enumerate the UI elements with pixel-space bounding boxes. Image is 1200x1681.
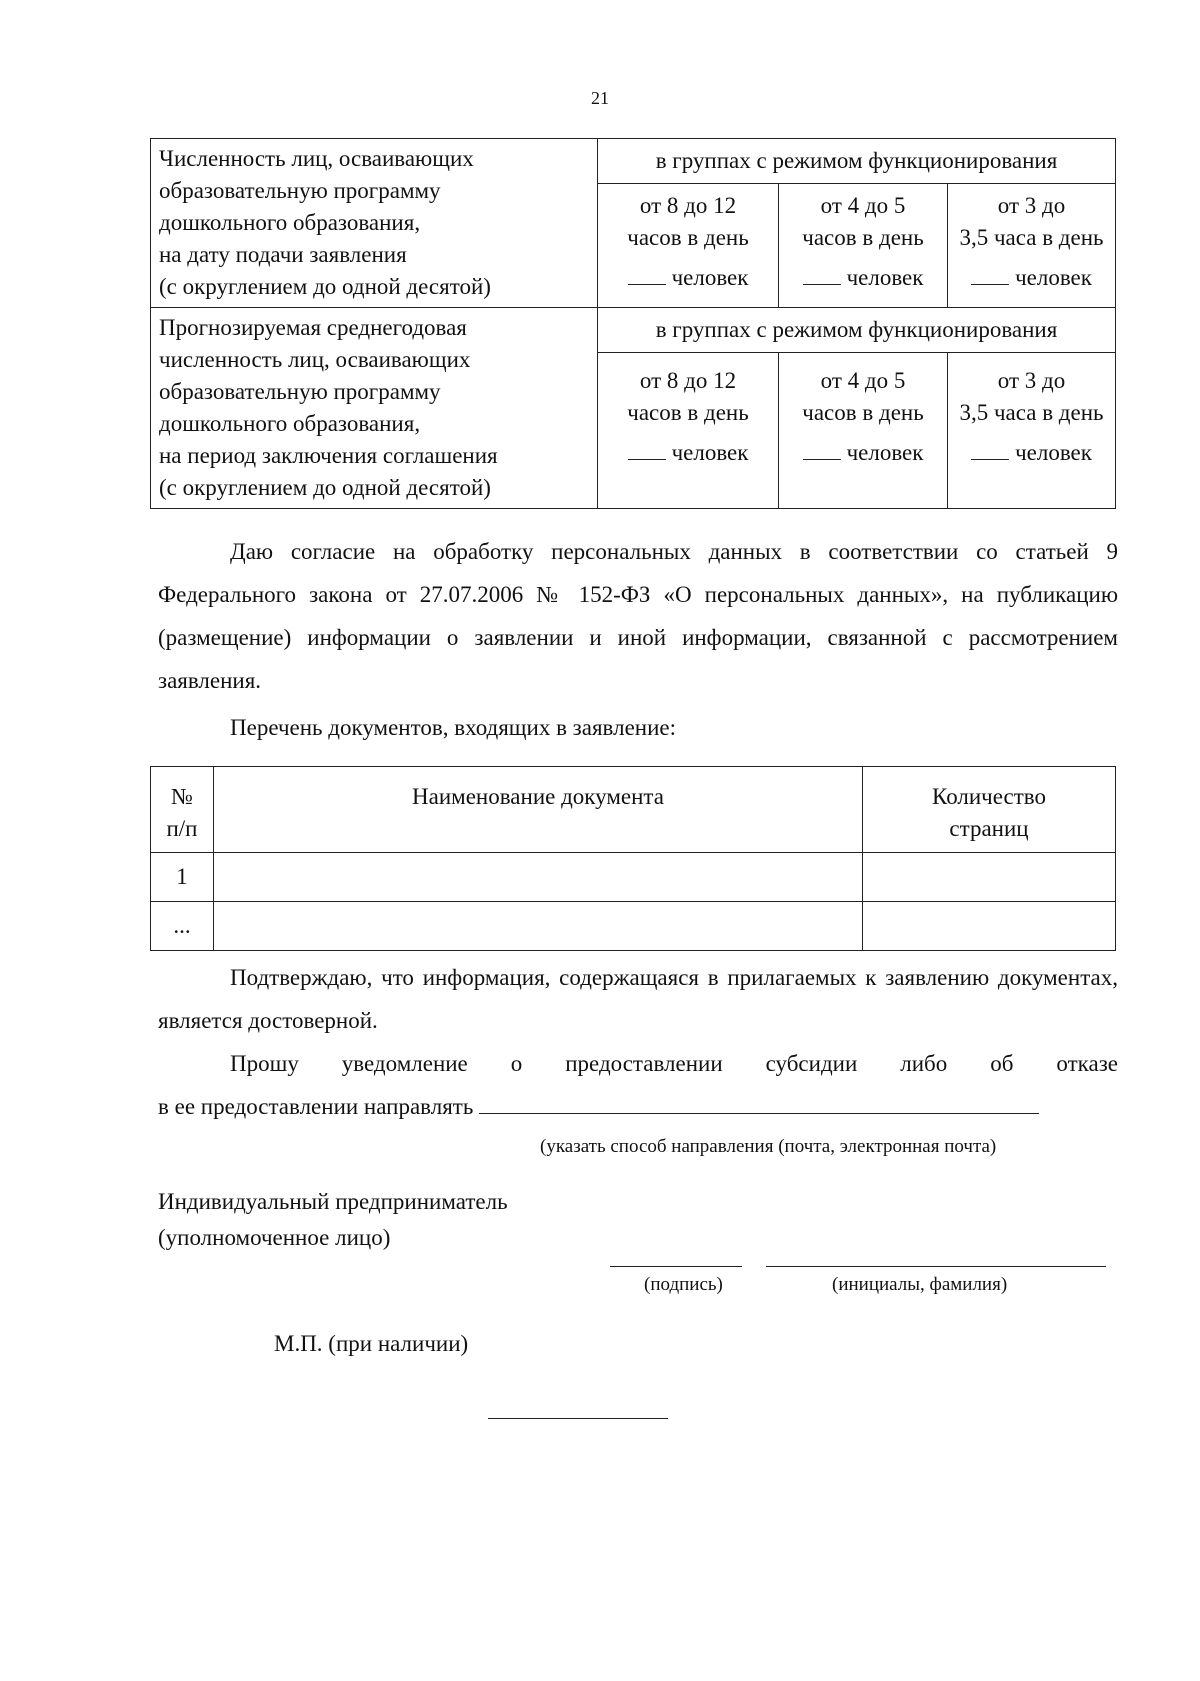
table-row: [151, 853, 1116, 902]
seal-text: М.П. (при наличии): [274, 1331, 469, 1356]
row2-group-header: в группах с режимом функционирования: [598, 308, 1116, 353]
confirm-paragraph: Подтверждаю, что информация, содержащаяся в прилагаемых к заявлению документах, является достоверной.: [158, 965, 1118, 1033]
row1-cell-3-3-5: от 3 до 3,5 часа в день человек: [948, 184, 1116, 308]
notify-caption: (указать способ направления (почта, электронная почта): [540, 1136, 997, 1157]
page-number: 21: [591, 88, 609, 108]
count-blank[interactable]: [803, 439, 841, 460]
count-blank[interactable]: [628, 439, 666, 460]
row1-group-header: в группах с режимом функционирования: [598, 139, 1116, 184]
signature-caption: (подпись): [644, 1274, 723, 1295]
row-name-cell[interactable]: [214, 902, 863, 951]
notify-line-1: Прошу уведомление о предоставлении субсидии либо об отказе: [230, 1051, 1118, 1076]
row1-label: Численность лиц, осваивающих образовательную программу дошкольного образования, на дату подачи заявления (с округлением до одной десятой): [151, 139, 598, 308]
signer-line-1: Индивидуальный предприниматель: [158, 1189, 508, 1214]
name-field[interactable]: [766, 1266, 1106, 1267]
row2-cell-8-12: от 8 до 12 часов в день человек: [598, 353, 779, 509]
row2-cell-3-3-5: от 3 до 3,5 часа в день человек: [948, 353, 1116, 509]
closing-divider: [488, 1418, 668, 1419]
signer-line-2: (уполномоченное лицо): [158, 1225, 391, 1250]
notify-method-field[interactable]: [479, 1091, 1039, 1114]
notify-line-2: в ее предоставлении направлять: [158, 1085, 1118, 1128]
row-number: ...: [151, 902, 214, 951]
row1-cell-4-5: от 4 до 5 часов в день человек: [779, 184, 948, 308]
name-caption: (инициалы, фамилия): [832, 1274, 1008, 1295]
row-number: 1: [151, 853, 214, 902]
row-pages-cell[interactable]: [863, 902, 1116, 951]
count-blank[interactable]: [971, 439, 1009, 460]
signature-field[interactable]: [610, 1266, 742, 1267]
col-header-number: № п/п: [151, 767, 214, 853]
count-blank[interactable]: [803, 264, 841, 285]
col-header-pages: Количество страниц: [863, 767, 1116, 853]
count-blank[interactable]: [628, 264, 666, 285]
documents-intro: Перечень документов, входящих в заявление:: [230, 715, 677, 740]
table-row: [151, 902, 1116, 951]
documents-table: [150, 766, 1116, 951]
consent-paragraph: Даю согласие на обработку персональных данных в соответствии со статьей 9 Федерального закона от 27.07.2006 № 152-ФЗ «О персональных данных», на публикацию (размещение) информации о заявлении и иной информации, связанной с рассмотрением заявления.: [158, 539, 1118, 693]
headcount-table: [150, 138, 1116, 509]
row-name-cell[interactable]: [214, 853, 863, 902]
col-header-name: Наименование документа: [214, 767, 863, 853]
row1-cell-8-12: от 8 до 12 часов в день человек: [598, 184, 779, 308]
row2-cell-4-5: от 4 до 5 часов в день человек: [779, 353, 948, 509]
row2-label: Прогнозируемая среднегодовая численность лиц, осваивающих образовательную программу дошкольного образования, на период заключения соглашения (с округлением до одной десятой): [151, 308, 598, 509]
row-pages-cell[interactable]: [863, 853, 1116, 902]
count-blank[interactable]: [971, 264, 1009, 285]
